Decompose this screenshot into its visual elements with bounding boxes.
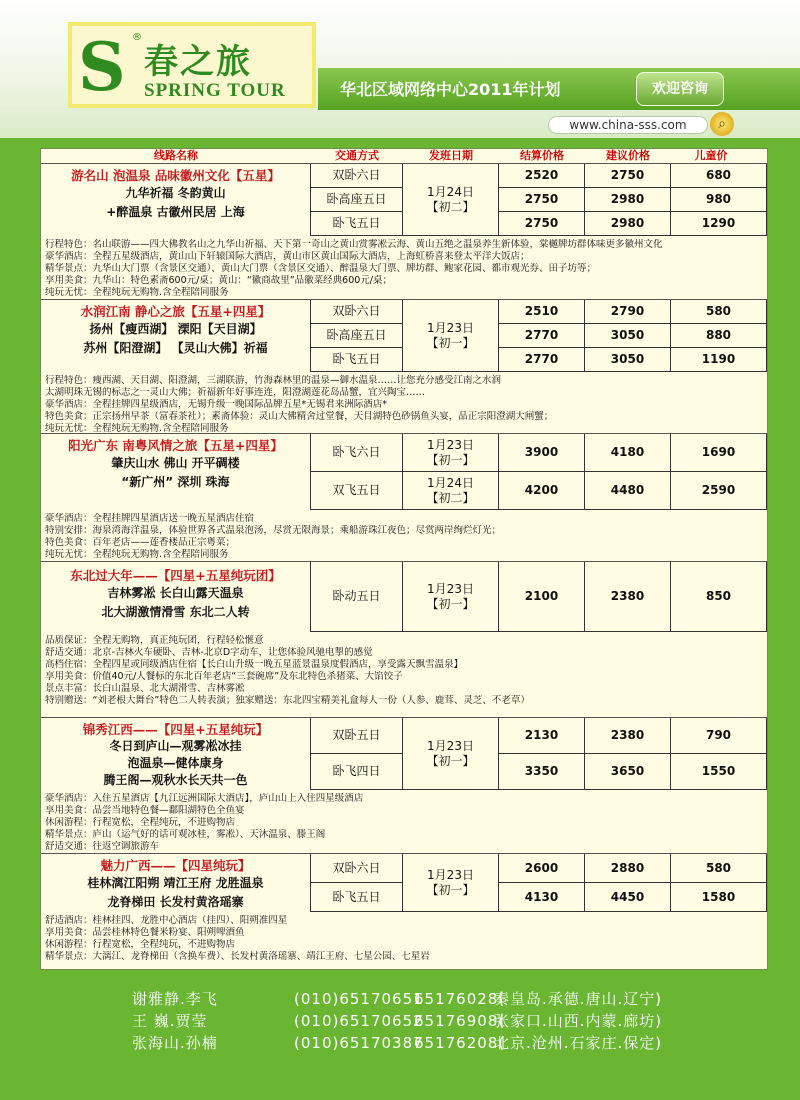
settle-price: 2770 (499, 348, 585, 372)
transport-mode: 双卧六日 (311, 300, 403, 324)
route-title[interactable]: 游名山 泡温泉 品味徽州文化【五星】 (71, 168, 280, 183)
departure-date-cell (403, 562, 499, 632)
note-line: 精华景点：大漓江、龙脊梯田（含换车费）、长发村黄洛瑶寨、靖江王府、七星公园、七星岩 (45, 951, 430, 962)
departure-date-cell (403, 434, 499, 472)
settle-price: 2750 (499, 188, 585, 212)
service-area: 秦皇岛.承德.唐山.辽宁) (494, 990, 663, 1008)
search-icon[interactable]: ⌕ (710, 112, 734, 136)
suggested-price: 3050 (585, 324, 671, 348)
child-price: 1550 (671, 754, 767, 790)
route-notes (45, 513, 501, 561)
transport-mode: 双飞五日 (311, 472, 403, 510)
note-line: 特色美食：百年老店——莲香楼品正宗粤菜； (45, 537, 236, 548)
note-line: 行程特色：名山联游——四大佛教名山之九华山祈福、天下第一奇山之黄山赏雾凇云海、黄山五绝之温泉养生新体验，棠樾牌坊群体味更多徽州文化 (45, 239, 663, 250)
route-highlight: 九华祈福 冬韵黄山 (125, 186, 226, 200)
route-notes (45, 793, 363, 853)
departure-date: 1月23日 (427, 867, 474, 882)
departure-date-cell (403, 472, 499, 510)
suggested-price: 2880 (585, 854, 671, 883)
spring-tour-logo-icon: S (78, 28, 126, 106)
departure-date-cell (403, 164, 499, 236)
route-title[interactable]: 魅力广西——【四星纯玩】 (100, 858, 251, 873)
registered-mark: ® (132, 32, 142, 43)
departure-date: 1月24日 (427, 475, 474, 490)
col-suggest: 建议价格 (606, 149, 650, 162)
route-name-cell (41, 434, 311, 510)
child-price: 1580 (671, 883, 767, 912)
settle-price: 2520 (499, 164, 585, 188)
brand-name-cn: 春之旅 (144, 42, 252, 82)
phone-2[interactable]: 65176908( (414, 1012, 506, 1030)
child-price: 980 (671, 188, 767, 212)
note-line: 品质保证：全程无购物，真正纯玩团，行程轻松惬意 (45, 635, 264, 646)
consult-button[interactable]: 欢迎咨询 (636, 72, 724, 106)
phone-1[interactable]: (010)65170387 (294, 1034, 424, 1052)
route-title[interactable]: 水润江南 静心之旅【五星+四星】 (80, 304, 271, 319)
route-notes (45, 635, 530, 707)
suggested-price: 2380 (585, 562, 671, 632)
route-highlight: 北大湖激情滑雪 东北二人转 (101, 605, 250, 619)
child-price: 1690 (671, 434, 767, 472)
departure-date: 1月24日 (427, 184, 474, 199)
note-line: 享用美食：九华山：特色素斋600元/桌；黄山：“徽商故里”品徽菜经典600元/桌； (45, 275, 393, 286)
contact-footer (0, 982, 800, 1100)
route-highlight: 泡温泉—健体康身 (127, 756, 224, 770)
route-title[interactable]: 锦秀江西——【四星+五星纯玩】 (82, 722, 269, 737)
contact-names: 谢雅静.李飞 (132, 990, 218, 1008)
note-line: 纯玩无忧：全程纯玩无购物.含全程陪同服务 (45, 549, 229, 560)
note-line: 舒适交通：往返空调旅游车 (45, 841, 160, 852)
col-settle: 结算价格 (520, 149, 564, 162)
note-line: 豪华酒店：全程挂牌四星酒店送一晚五星酒店住宿 (45, 513, 255, 524)
contact-names: 王 巍.贾莹 (132, 1012, 208, 1030)
settle-price: 2770 (499, 324, 585, 348)
col-transport: 交通方式 (335, 149, 379, 162)
departure-date: 1月23日 (427, 738, 474, 753)
note-line: 纯玩无忧：全程纯玩无购物.含全程陪同服务 (45, 423, 229, 434)
route-name-cell (41, 300, 311, 372)
route-section (41, 433, 767, 560)
departure-date: 1月23日 (427, 437, 474, 452)
departure-date-cell (403, 854, 499, 912)
route-highlight: 苏州【阳澄湖】 【灵山大佛】祈福 (83, 341, 268, 355)
suggested-price: 2790 (585, 300, 671, 324)
settle-price: 4130 (499, 883, 585, 912)
transport-mode: 双卧五日 (311, 718, 403, 754)
route-highlight: “新广州” 深圳 珠海 (121, 475, 230, 489)
note-line: 享用美食：品尝桂林特色餐米粉宴、阳朔啤酒鱼 (45, 927, 245, 938)
suggested-price: 4480 (585, 472, 671, 510)
phone-1[interactable]: (010)65170651 (294, 990, 424, 1008)
departure-date: 【初一】 (426, 882, 475, 897)
route-section (41, 853, 767, 963)
departure-date: 【初二】 (426, 199, 475, 214)
suggested-price: 2750 (585, 164, 671, 188)
child-price: 850 (671, 562, 767, 632)
note-line: 豪华酒店：全程挂牌四星级酒店，无锡升级一晚国际品牌五星*无锡君来洲际酒店* (45, 399, 388, 410)
note-line: 豪华酒店：入住五星酒店【九江远洲国际大酒店】，庐山山上入住四星级酒店 (45, 793, 364, 804)
note-line: 高档住宿：全程四星或同级酒店住宿【长白山升级一晚五星蓝景温泉度假酒店，享受露天飘雪温泉】 (45, 659, 464, 670)
note-line: 纯玩无忧：全程纯玩无购物.含全程陪同服务 (45, 287, 229, 298)
child-price: 580 (671, 300, 767, 324)
service-area: 张家口.山西.内蒙.廊坊) (494, 1012, 663, 1030)
route-section (41, 163, 767, 301)
departure-date-cell (403, 300, 499, 372)
departure-date: 【初一】 (426, 596, 475, 611)
phone-1[interactable]: (010)65170652 (294, 1012, 424, 1030)
phone-2[interactable]: 65176028( (414, 990, 506, 1008)
note-line: 特色美食：正宗扬州早茶（富春茶社）；素斋体验：灵山大佛精舍过堂餐，天目湖特色砂锅鱼头宴，品正宗阳澄湖大闸蟹； (45, 411, 554, 422)
route-section (41, 561, 767, 709)
route-highlight: 龙脊梯田 长发村黄洛瑶寨 (107, 895, 244, 909)
transport-mode: 双卧六日 (311, 164, 403, 188)
settle-price: 4200 (499, 472, 585, 510)
departure-date: 【初一】 (426, 753, 475, 768)
transport-mode: 卧动五日 (311, 562, 403, 632)
transport-mode: 卧高座五日 (311, 188, 403, 212)
suggested-price: 2980 (585, 212, 671, 236)
route-title[interactable]: 东北过大年——【四星+五星纯玩团】 (70, 568, 281, 583)
transport-mode: 卧飞五日 (311, 348, 403, 372)
service-area: 北京.沧州.石家庄.保定) (494, 1034, 663, 1052)
contact-names: 张海山.孙楠 (132, 1034, 218, 1052)
settle-price: 2600 (499, 854, 585, 883)
route-highlight: +醉温泉 古徽州民居 上海 (106, 205, 245, 219)
note-line: 享用美食：价值40元/人餐标的东北百年老店“三套碗席”及东北特色杀猪菜、大馅饺子 (45, 671, 403, 682)
settle-price: 3350 (499, 754, 585, 790)
brand-name-en: SPRING TOUR (144, 80, 286, 101)
route-notes (45, 375, 553, 435)
note-line: 太湖明珠无锡的标志之一灵山大佛；祈福新年好事连连，阳澄湖莲花岛品蟹，宜兴陶宝…… (45, 387, 426, 398)
route-section (41, 299, 767, 434)
child-price: 580 (671, 854, 767, 883)
note-line: 行程特色：瘦西湖、天目湖、阳澄湖，三湖联游，竹海森林里的温泉—御水温泉……让您充分感受江南之水润 (45, 375, 502, 386)
website-url[interactable]: www.china-sss.com (548, 116, 708, 134)
phone-2[interactable]: 65176208( (414, 1034, 506, 1052)
child-price: 1290 (671, 212, 767, 236)
transport-mode: 卧飞五日 (311, 212, 403, 236)
departure-date: 【初一】 (426, 335, 475, 350)
settle-price: 2750 (499, 212, 585, 236)
col-date: 发班日期 (429, 149, 473, 162)
page-title: 华北区域网络中心2011年计划 (340, 80, 561, 99)
route-notes (45, 915, 430, 963)
note-line: 精华景点：九华山大门票（含景区交通）、黄山大门票（含景区交通）、醉温泉大门票、牌坊群、鲍家花园、都市观光券、田子坊等； (45, 263, 597, 274)
transport-mode: 卧飞六日 (311, 434, 403, 472)
note-line: 休闲游程：行程宽松，全程纯玩，不进购物店 (45, 939, 236, 950)
route-name-cell (41, 164, 311, 236)
route-highlight: 腾王阁—观秋水长天共一色 (103, 773, 248, 787)
note-line: 舒适酒店：桂林挂四、龙胜中心酒店（挂四）、阳朔准四星 (45, 915, 288, 926)
route-name-cell (41, 562, 311, 632)
suggested-price: 2380 (585, 718, 671, 754)
suggested-price: 2980 (585, 188, 671, 212)
note-line: 特别赠送：“刘老根大舞台”特色二人转表演；独家赠送：东北四宝精美礼盒每人一份（人参、鹿茸、灵芝、不老草） (45, 695, 530, 706)
col-child: 儿童价 (694, 149, 728, 162)
child-price: 790 (671, 718, 767, 754)
contact-line (132, 1032, 662, 1053)
departure-date: 【初一】 (426, 452, 475, 467)
transport-mode: 卧飞四日 (311, 754, 403, 790)
contact-line (132, 1010, 662, 1031)
settle-price: 3900 (499, 434, 585, 472)
route-title[interactable]: 阳光广东 南粤风情之旅【五星+四星】 (68, 438, 283, 453)
route-highlight: 扬州【瘦西湖】 溧阳【天目湖】 (89, 322, 262, 336)
suggested-price: 3650 (585, 754, 671, 790)
settle-price: 2130 (499, 718, 585, 754)
settle-price: 2100 (499, 562, 585, 632)
departure-date-cell (403, 718, 499, 790)
price-table (40, 148, 768, 970)
suggested-price: 3050 (585, 348, 671, 372)
route-name-cell (41, 718, 311, 790)
suggested-price: 4450 (585, 883, 671, 912)
transport-mode: 双卧六日 (311, 854, 403, 883)
route-highlight: 桂林漓江阳朔 靖江王府 龙胜温泉 (87, 876, 264, 890)
contact-line (132, 988, 662, 1009)
route-name-cell (41, 854, 311, 912)
suggested-price: 4180 (585, 434, 671, 472)
note-line: 享用美食：品尝当地特色餐—鄱阳湖特色全鱼宴 (45, 805, 245, 816)
settle-price: 2510 (499, 300, 585, 324)
route-highlight: 冬日到庐山—观雾凇冰挂 (109, 739, 242, 753)
note-line: 景点丰富：长白山温泉、北大湖滑雪、吉林雾凇 (45, 683, 245, 694)
child-price: 880 (671, 324, 767, 348)
transport-mode: 卧高座五日 (311, 324, 403, 348)
note-line: 休闲游程：行程宽松，全程纯玩，不进购物店 (45, 817, 236, 828)
route-section (41, 717, 767, 852)
brand-logo[interactable] (68, 22, 316, 108)
header (0, 0, 800, 138)
note-line: 特别安排：海泉湾海洋温泉，体验世界各式温泉泡汤，尽赏无限海景；乘船游珠江夜色；尽赏两岸绚烂灯光； (45, 525, 502, 536)
departure-date: 1月23日 (427, 320, 474, 335)
child-price: 680 (671, 164, 767, 188)
note-line: 精华景点：庐山（运气好的话可观冰桂，雾凇）、天沐温泉、滕王阁 (45, 829, 326, 840)
child-price: 1190 (671, 348, 767, 372)
transport-mode: 卧飞五日 (311, 883, 403, 912)
departure-date: 1月23日 (427, 581, 474, 596)
note-line: 舒适交通：北京-吉林火车硬卧、吉林-北京D字动车，让您体验风驰电掣的感觉 (45, 647, 373, 658)
route-highlight: 肇庆山水 佛山 开平碉楼 (111, 456, 240, 470)
departure-date: 【初二】 (426, 490, 475, 505)
route-notes (45, 239, 663, 299)
table-header (41, 149, 767, 163)
note-line: 豪华酒店：全程五星级酒店，黄山山下轩辕国际大酒店，黄山市区黄山国际大酒店，上海虹桥喜来登太平洋大饭店； (45, 251, 530, 262)
child-price: 2590 (671, 472, 767, 510)
col-route: 线路名称 (154, 149, 198, 162)
route-highlight: 吉林雾凇 长白山露天温泉 (107, 586, 244, 600)
